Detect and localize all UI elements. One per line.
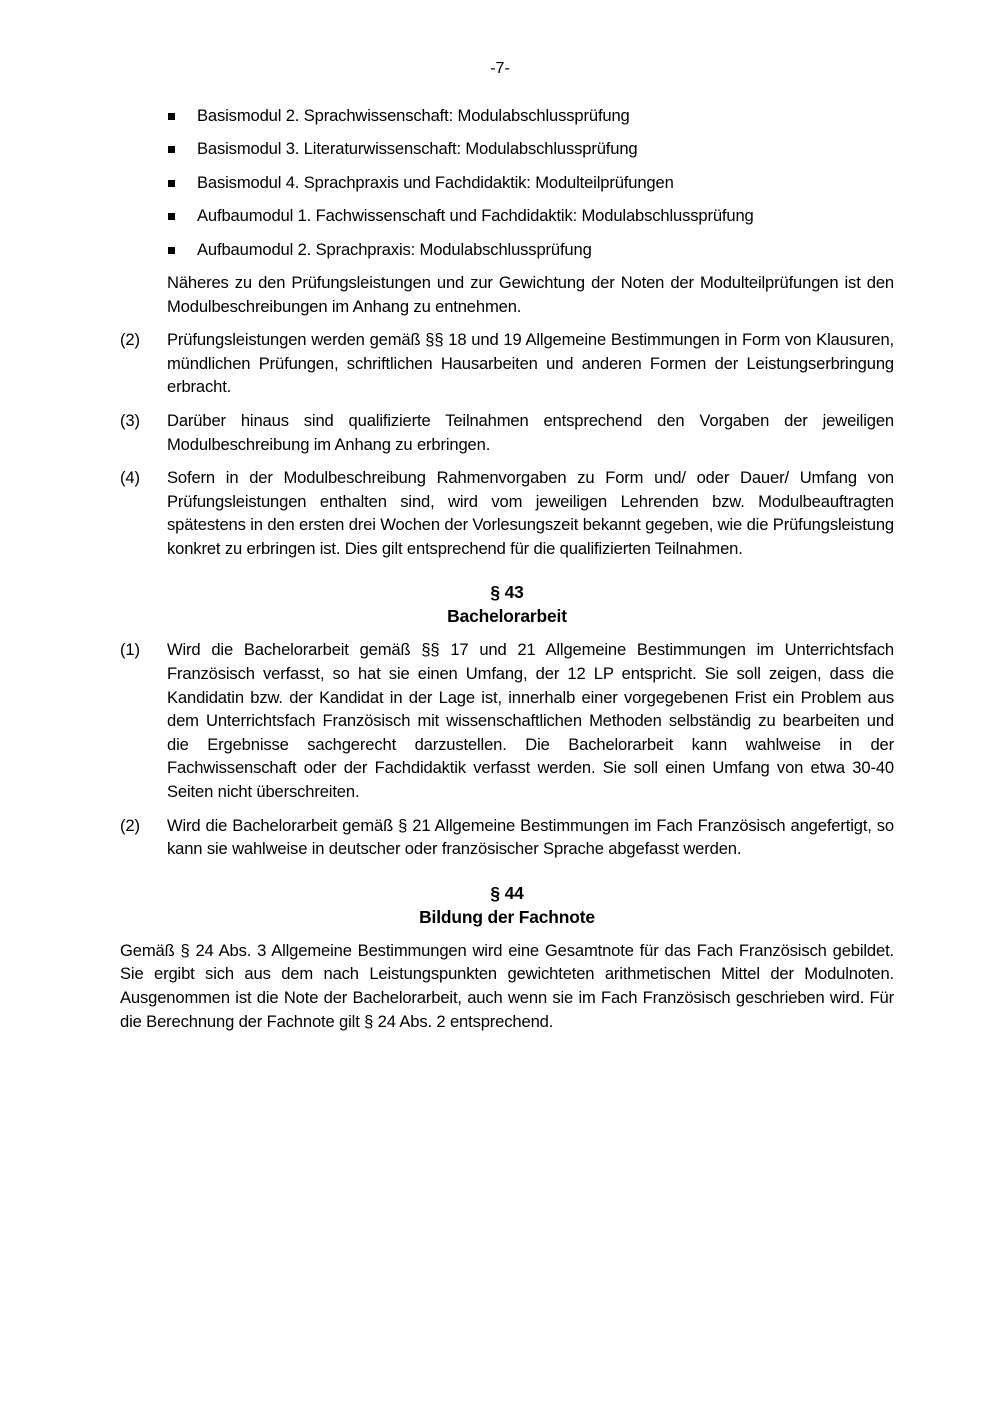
bullet-square-icon bbox=[168, 213, 175, 220]
bullet-square-icon bbox=[168, 146, 175, 153]
paragraph-text: Prüfungsleistungen werden gemäß §§ 18 und 19 Allgemeine Bestimmungen in Form von Klausuren, mündlichen Prüfungen, schriftlichen Hausarbeiten und anderen Formen der Leistungserbringung erbracht. bbox=[167, 330, 894, 397]
bullet-square-icon bbox=[168, 180, 175, 187]
list-item bbox=[120, 171, 894, 195]
paragraph-number: (4) bbox=[120, 468, 140, 488]
list-item-text: Basismodul 3. Literaturwissenschaft: Modulabschlussprüfung bbox=[197, 139, 638, 159]
list-item-text: Aufbaumodul 1. Fachwissenschaft und Fachdidaktik: Modulabschlussprüfung bbox=[197, 206, 754, 226]
module-exam-list bbox=[120, 104, 894, 261]
section-44-heading bbox=[120, 881, 894, 929]
list-item bbox=[120, 238, 894, 262]
section-43-heading bbox=[120, 580, 894, 628]
page-number: -7- bbox=[490, 60, 510, 77]
paragraph-text: Wird die Bachelorarbeit gemäß § 21 Allgemeine Bestimmungen im Fach Französisch angefertigt, so kann sie wahlweise in deutscher oder französischer Sprache abgefasst werden. bbox=[167, 815, 894, 859]
section-number: § 43 bbox=[490, 582, 524, 603]
section-title: Bachelorarbeit bbox=[447, 606, 567, 627]
section-number: § 44 bbox=[490, 882, 524, 903]
section-44-paragraph: Gemäß § 24 Abs. 3 Allgemeine Bestimmungen wird eine Gesamtnote für das Fach Französisch gebildet. Sie ergibt sich aus dem nach Leistungspunkten gewichteten arithmetischen Mittel der Modulnoten. Ausgenommen ist die Note der Bachelorarbeit, auch wenn sie im Fach Französisch geschrieben wird. Für die Berechnung der Fachnote gilt § 24 Abs. 2 entsprechend. bbox=[120, 940, 894, 1031]
section-title: Bildung der Fachnote bbox=[419, 906, 595, 927]
paragraph-item bbox=[120, 328, 894, 399]
note-paragraph: Näheres zu den Prüfungsleistungen und zur Gewichtung der Noten der Modulteilprüfungen ist den Modulbeschreibungen im Anhang zu entnehmen. bbox=[167, 272, 894, 316]
bullet-square-icon bbox=[168, 247, 175, 254]
paragraph-item bbox=[120, 638, 894, 803]
paragraph-number: (2) bbox=[120, 815, 140, 835]
paragraph-number: (3) bbox=[120, 410, 140, 430]
paragraph-number: (2) bbox=[120, 330, 140, 350]
paragraph-item bbox=[120, 466, 894, 560]
bullet-square-icon bbox=[168, 113, 175, 120]
paragraph-text: Darüber hinaus sind qualifizierte Teilnahmen entsprechend den Vorgaben der jeweiligen Modulbeschreibung im Anhang zu erbringen. bbox=[167, 410, 894, 454]
paragraph-number: (1) bbox=[120, 640, 140, 660]
page-content bbox=[120, 104, 894, 1033]
list-item-text: Basismodul 2. Sprachwissenschaft: Modulabschlussprüfung bbox=[197, 106, 630, 125]
list-item bbox=[120, 204, 894, 228]
paragraph-item bbox=[120, 409, 894, 456]
list-item bbox=[120, 137, 894, 161]
paragraph-item bbox=[120, 814, 894, 861]
paragraph-text: Sofern in der Modulbeschreibung Rahmenvorgaben zu Form und/ oder Dauer/ Umfang von Prüfungsleistungen enthalten sind, wird vom jeweiligen Lehrenden bzw. Modulbeauftragten spätestens in den ersten drei Wochen der Vorlesungszeit bekannt gegeben, wie die Prüfungsleistung konkret zu erbringen ist. Dies gilt entsprechend für die qualifizierten Teilnahmen. bbox=[167, 468, 894, 558]
list-item-text: Aufbaumodul 2. Sprachpraxis: Modulabschlussprüfung bbox=[197, 239, 592, 259]
list-item bbox=[120, 104, 894, 128]
paragraph-text: Wird die Bachelorarbeit gemäß §§ 17 und 21 Allgemeine Bestimmungen im Unterrichtsfach Französisch verfasst, so hat sie einen Umfang, der 12 LP entspricht. Sie soll zeigen, dass die Kandidatin bzw. der Kandidat in der Lage ist, innerhalb einer vorgegebenen Frist ein Problem aus dem Unterrichtsfach Französisch mit wissenschaftlichen Methoden selbständig zu bearbeiten und die Ergebnisse sachgerecht darzustellen. Die Bachelorarbeit kann wahlweise in der Fachwissenschaft oder der Fachdidaktik verfasst werden. Sie soll einen Umfang von etwa 30-40 Seiten nicht überschreiten. bbox=[167, 640, 894, 802]
list-item-text: Basismodul 4. Sprachpraxis und Fachdidaktik: Modulteilprüfungen bbox=[197, 172, 674, 192]
